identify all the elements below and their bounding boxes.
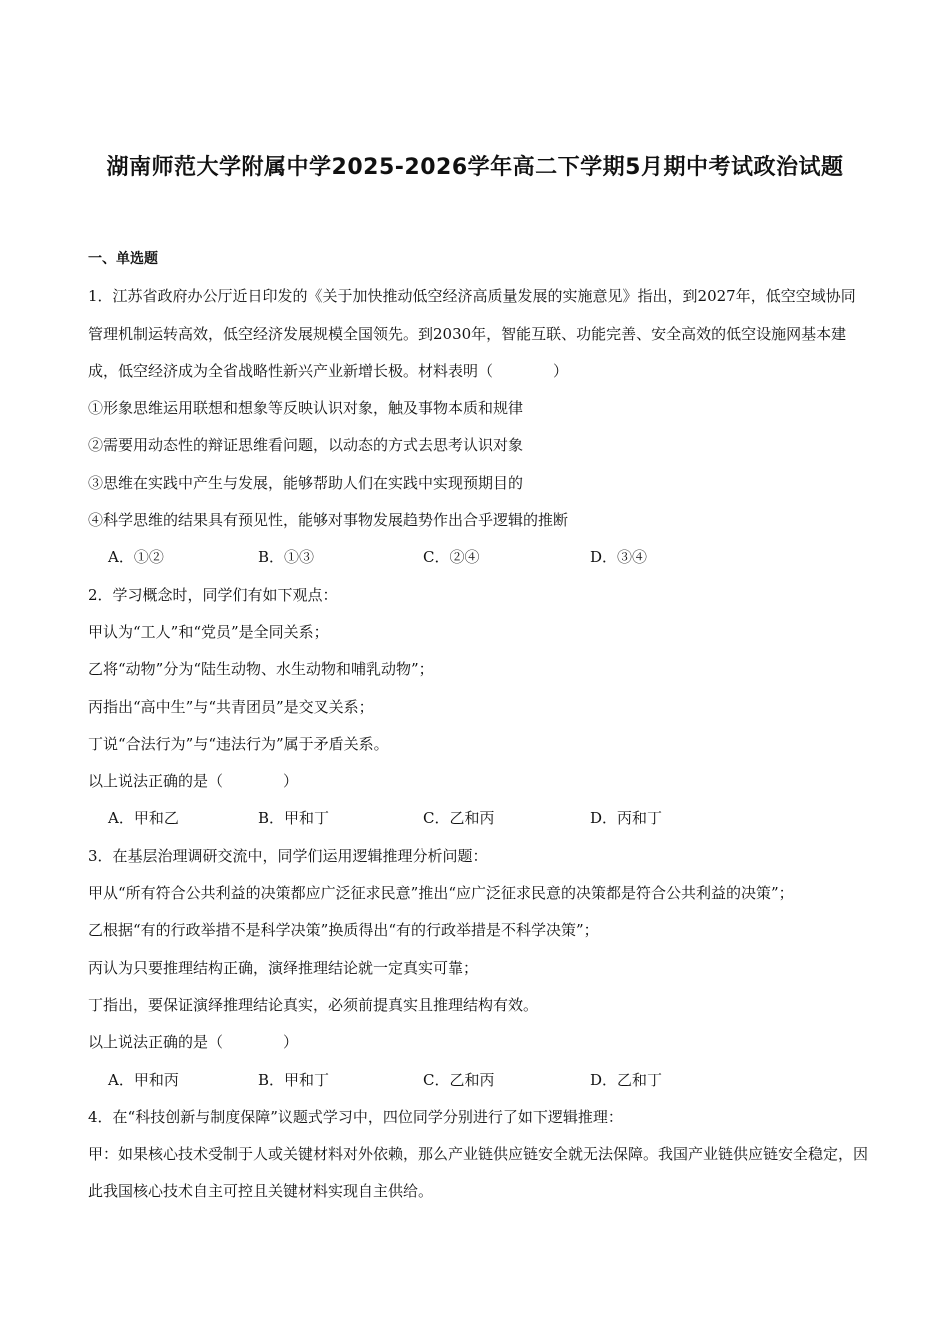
option-c[interactable]: C．②④ — [423, 548, 480, 567]
question-1-item: ③思维在实践中产生与发展，能够帮助人们在实践中实现预期目的 — [88, 473, 524, 492]
question-2-line: 乙将“动物”分为“陆生动物、水生动物和哺乳动物”； — [88, 660, 434, 679]
question-2-line: 丁说“合法行为”与“违法行为”属于矛盾关系。 — [88, 734, 389, 753]
option-d[interactable]: D．③④ — [590, 548, 648, 567]
option-b[interactable]: B．①③ — [258, 548, 315, 567]
option-c[interactable]: C．乙和丙 — [423, 1070, 495, 1089]
question-3-prompt: 以上说法正确的是（ ） — [88, 1033, 299, 1052]
section-heading: 一、单选题 — [88, 251, 158, 267]
question-1-stem: 1．江苏省政府办公厅近日印发的《关于加快推动低空经济高质量发展的实施意见》指出，到2027年，低空空域协同管理机制运转高效，低空经济发展规模全国领先。到2030年，智能互联、功能完善、安全高效的低空设施网基本建成，低空经济成为全省战略性新兴产业新增长极。材料表明（ ） — [88, 287, 856, 380]
question-1-item: ④科学思维的结果具有预见性，能够对事物发展趋势作出合乎逻辑的推断 — [88, 511, 569, 530]
exam-content — [88, 241, 868, 1211]
question-2-line: 丙指出“高中生”与“共青团员”是交叉关系； — [88, 697, 374, 716]
option-d[interactable]: D．丙和丁 — [590, 809, 663, 828]
option-b[interactable]: B．甲和丁 — [258, 1070, 330, 1089]
question-3-options — [88, 1062, 868, 1099]
question-2-options — [88, 800, 868, 837]
question-3-line: 乙根据“有的行政举措不是科学决策”换质得出“有的行政举措是不科学决策”； — [88, 921, 599, 940]
option-d[interactable]: D．乙和丁 — [590, 1070, 663, 1089]
option-a[interactable]: A．①② — [108, 548, 164, 567]
question-1-item: ②需要用动态性的辩证思维看问题，以动态的方式去思考认识对象 — [88, 436, 524, 455]
question-1-options — [88, 539, 868, 576]
question-2-line: 甲认为“工人”和“党员”是全同关系； — [88, 622, 329, 641]
question-3-line: 丙认为只要推理结构正确，演绎推理结论就一定真实可靠； — [88, 958, 479, 977]
page-title: 湖南师范大学附属中学2025-2026学年高二下学期5月期中考试政治试题 — [106, 155, 844, 180]
question-4-stem: 4．在“科技创新与制度保障”议题式学习中，四位同学分别进行了如下逻辑推理： — [88, 1107, 623, 1126]
question-2-stem: 2．学习概念时，同学们有如下观点： — [88, 585, 338, 604]
question-3-line: 甲从“所有符合公共利益的决策都应广泛征求民意”推出“应广泛征求民意的决策都是符合公共利益的决策”； — [88, 884, 794, 903]
option-c[interactable]: C．乙和丙 — [423, 809, 495, 828]
question-3-stem: 3．在基层治理调研交流中，同学们运用逻辑推理分析问题： — [88, 846, 488, 865]
question-1-item: ①形象思维运用联想和想象等反映认识对象，触及事物本质和规律 — [88, 399, 524, 418]
option-a[interactable]: A．甲和乙 — [108, 809, 179, 828]
question-4-line: 甲：如果核心技术受制于人或关键材料对外依赖，那么产业链供应链安全就无法保障。我国产业链供应链安全稳定，因此我国核心技术自主可控且关键材料实现自主供给。 — [88, 1145, 869, 1201]
option-a[interactable]: A．甲和丙 — [108, 1070, 179, 1089]
question-2-prompt: 以上说法正确的是（ ） — [88, 772, 299, 791]
option-b[interactable]: B．甲和丁 — [258, 809, 330, 828]
question-3-line: 丁指出，要保证演绎推理结论真实，必须前提真实且推理结构有效。 — [88, 995, 539, 1014]
